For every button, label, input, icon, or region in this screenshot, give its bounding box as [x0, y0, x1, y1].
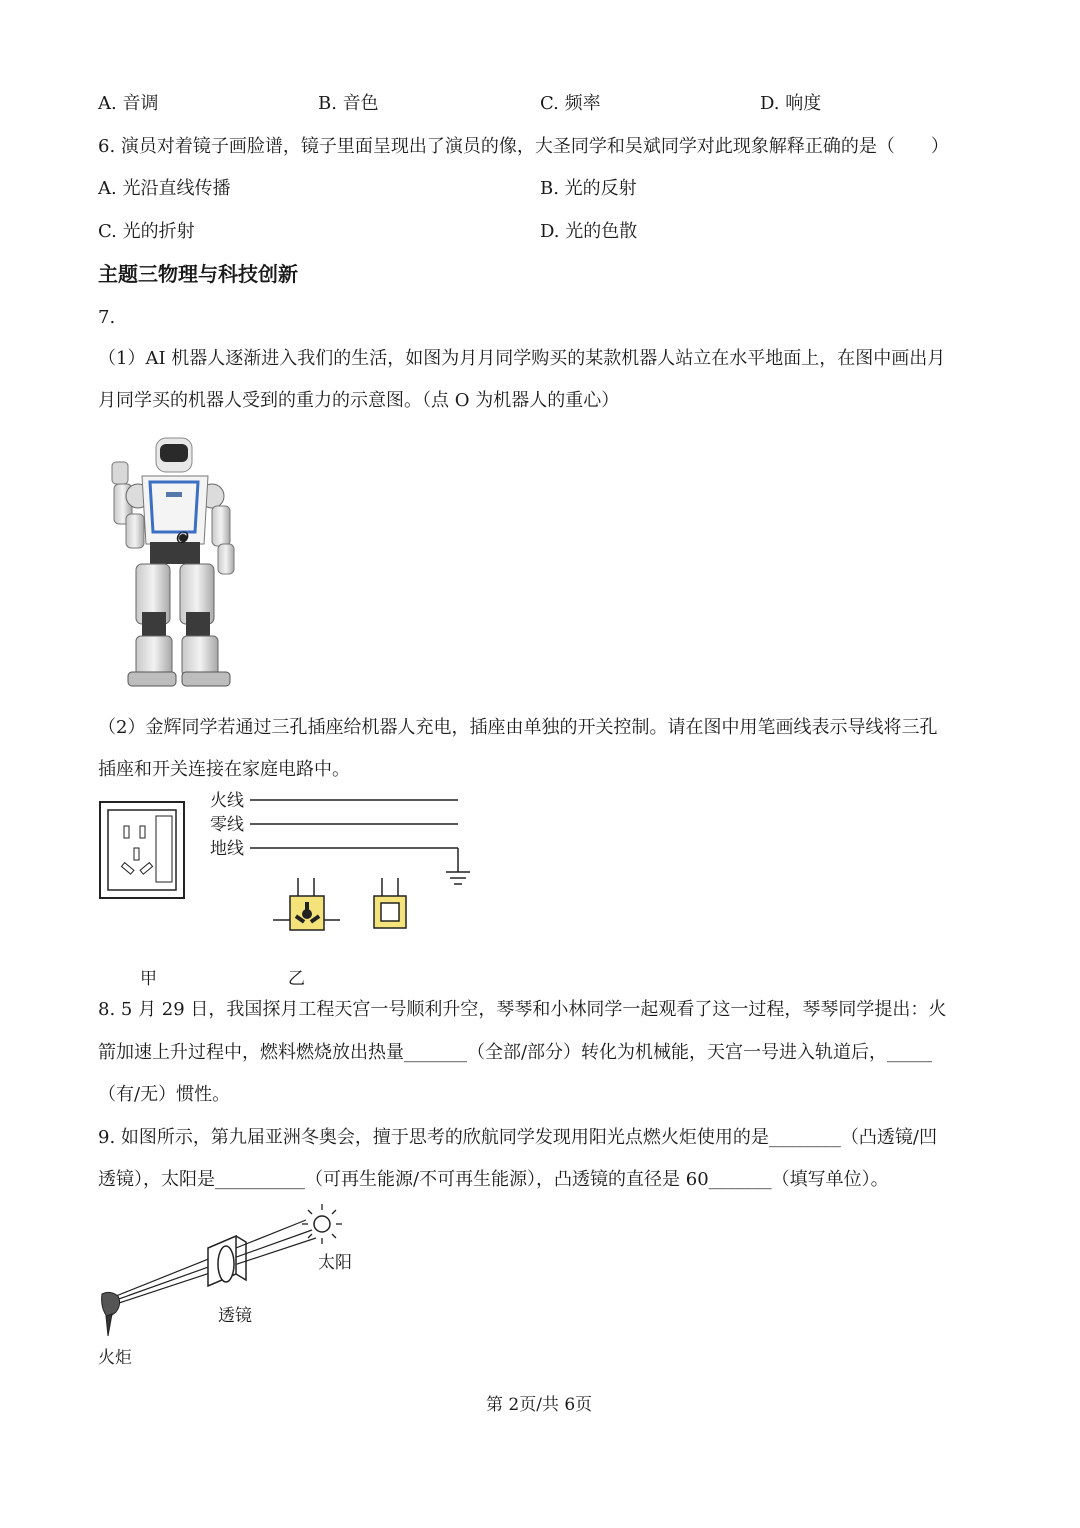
q6-option-b: B. 光的反射: [540, 178, 637, 199]
wire-label-live: 火线: [210, 791, 244, 811]
robot-figure: [100, 432, 250, 692]
q8-line3: （有/无）惯性。: [98, 1084, 231, 1105]
circuit-figure: [98, 790, 478, 940]
q6-question: 6. 演员对着镜子画脸谱，镜子里面呈现出了演员的像，大圣同学和吴斌同学对此现象解释正确的是（ ）: [98, 136, 949, 157]
q7-part2-line1: （2）金辉同学若通过三孔插座给机器人充电，插座由单独的开关控制。请在图中用笔画线表示导线将三孔: [98, 717, 938, 738]
q8-line1: 8. 5 月 29 日，我国探月工程天宫一号顺利升空，琴琴和小林同学一起观看了这一过程，琴琴同学提出：火: [98, 999, 947, 1020]
q9-line1: 9. 如图所示，第九届亚洲冬奥会，擅于思考的欣航同学发现用阳光点燃火炬使用的是________（凸透镜/凹: [98, 1127, 937, 1148]
fig-label-jia: 甲: [140, 969, 157, 989]
q6-option-a: A. 光沿直线传播: [98, 178, 231, 199]
q5-option-b: B. 音色: [318, 93, 379, 114]
wire-label-neutral: 零线: [210, 815, 244, 835]
q5-option-a: A. 音调: [98, 93, 159, 114]
q8-line2: 箭加速上升过程中，燃料燃烧放出热量_______（全部/部分）转化为机械能，天宫一号进入轨道后，_____: [98, 1042, 933, 1063]
robot-center-label: O: [176, 528, 190, 547]
q6-option-c: C. 光的折射: [98, 221, 195, 242]
q9-line2: 透镜），太阳是__________（可再生能源/不可再生能源），凸透镜的直径是 60_______（填写单位）。: [98, 1169, 889, 1190]
page-footer: 第 2页/共 6页: [486, 1395, 593, 1415]
lens-label-sun: 太阳: [318, 1253, 352, 1273]
q7-part1-line2: 月同学买的机器人受到的重力的示意图。（点 O 为机器人的重心）: [98, 390, 620, 411]
q7-part1-line1: （1）AI 机器人逐渐进入我们的生活，如图为月月同学购买的某款机器人站立在水平地面上，在图中画出月: [98, 348, 946, 369]
lens-label-lens: 透镜: [218, 1306, 252, 1326]
wire-label-ground: 地线: [210, 839, 244, 859]
section-title: 主题三物理与科技创新: [98, 262, 298, 286]
q5-option-d: D. 响度: [760, 93, 822, 114]
lens-figure: [96, 1208, 356, 1358]
q6-option-d: D. 光的色散: [540, 221, 638, 242]
lens-label-torch: 火炬: [98, 1348, 132, 1368]
fig-label-yi: 乙: [288, 969, 305, 989]
q7-number: 7.: [98, 307, 116, 328]
q5-option-c: C. 频率: [540, 93, 601, 114]
q7-part2-line2: 插座和开关连接在家庭电路中。: [98, 759, 350, 780]
